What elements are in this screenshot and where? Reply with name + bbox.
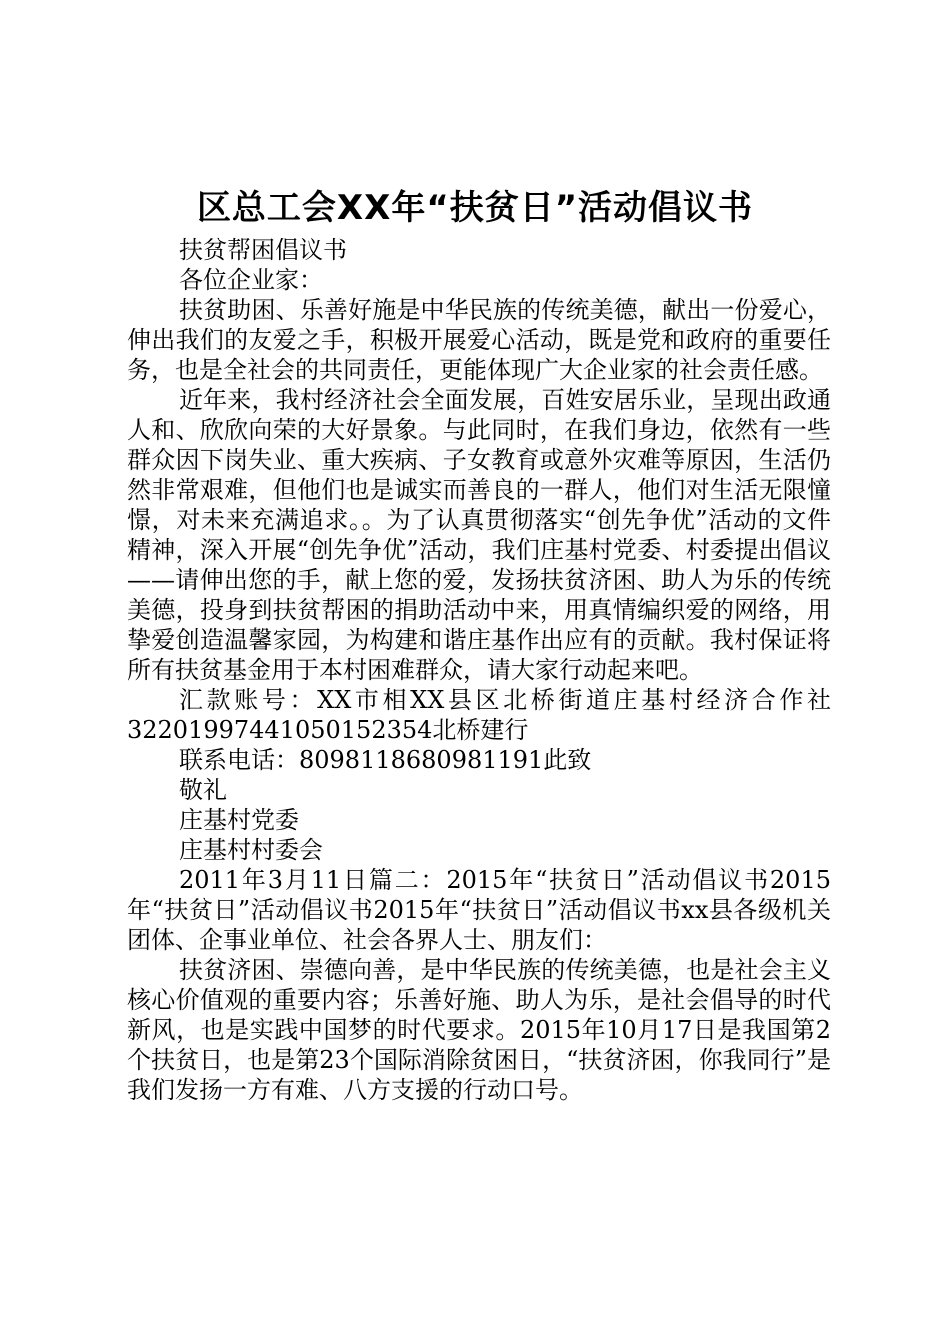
paragraph-date-and-second-title: 2011年3月11日篇二：2015年“扶贫日”活动倡议书2015年“扶贫日”活动倡议书2015年“扶贫日”活动倡议书xx县各级机关团体、企事业单位、社会各界人士、朋友们： — [127, 866, 831, 954]
document-body — [127, 235, 831, 1105]
paragraph-signature-party: 庄基村党委 — [179, 806, 299, 834]
paragraph-signature-committee: 庄基村村委会 — [179, 836, 323, 864]
paragraph-contact: 联系电话：8098118680981191此致 — [179, 746, 592, 774]
paragraph-subtitle: 扶贫帮困倡议书 — [179, 236, 347, 264]
document-title: 区总工会XX年“扶贫日”活动倡议书 — [196, 188, 754, 228]
paragraph-second-body: 扶贫济困、崇德向善，是中华民族的传统美德，也是社会主义核心价值观的重要内容；乐善好施、助人为乐，是社会倡导的时代新风，也是实践中国梦的时代要求。2015年10月17日是我国第2个扶贫日，也是第23个国际消除贫困日，“扶贫济困，你我同行”是我们发扬一方有难、八方支援的行动口号。 — [127, 956, 831, 1104]
paragraph-account: 汇款账号：XX市相XX县区北桥街道庄基村经济合作社32201997441050152354北桥建行 — [127, 686, 831, 744]
paragraph-salutation: 各位企业家： — [179, 266, 323, 294]
paragraph-regards: 敬礼 — [179, 776, 227, 804]
paragraph-intro: 扶贫助困、乐善好施是中华民族的传统美德，献出一份爱心，伸出我们的友爱之手，积极开展爱心活动，既是党和政府的重要任务，也是全社会的共同责任，更能体现广大企业家的社会责任感。 — [127, 296, 831, 384]
paragraph-appeal: 近年来，我村经济社会全面发展，百姓安居乐业，呈现出政通人和、欣欣向荣的大好景象。与此同时，在我们身边，依然有一些群众因下岗失业、重大疾病、子女教育或意外灾难等原因，生活仍然非常艰难，但他们也是诚实而善良的一群人，他们对生活无限憧憬，对未来充满追求。。为了认真贯彻落实“创先争优”活动的文件精神，深入开展“创先争优”活动，我们庄基村党委、村委提出倡议——请伸出您的手，献上您的爱，发扬扶贫济困、助人为乐的传统美德，投身到扶贫帮困的捐助活动中来，用真情编织爱的网络，用挚爱创造温馨家园，为构建和谐庄基作出应有的贡献。我村保证将所有扶贫基金用于本村困难群众，请大家行动起来吧。 — [127, 386, 831, 684]
